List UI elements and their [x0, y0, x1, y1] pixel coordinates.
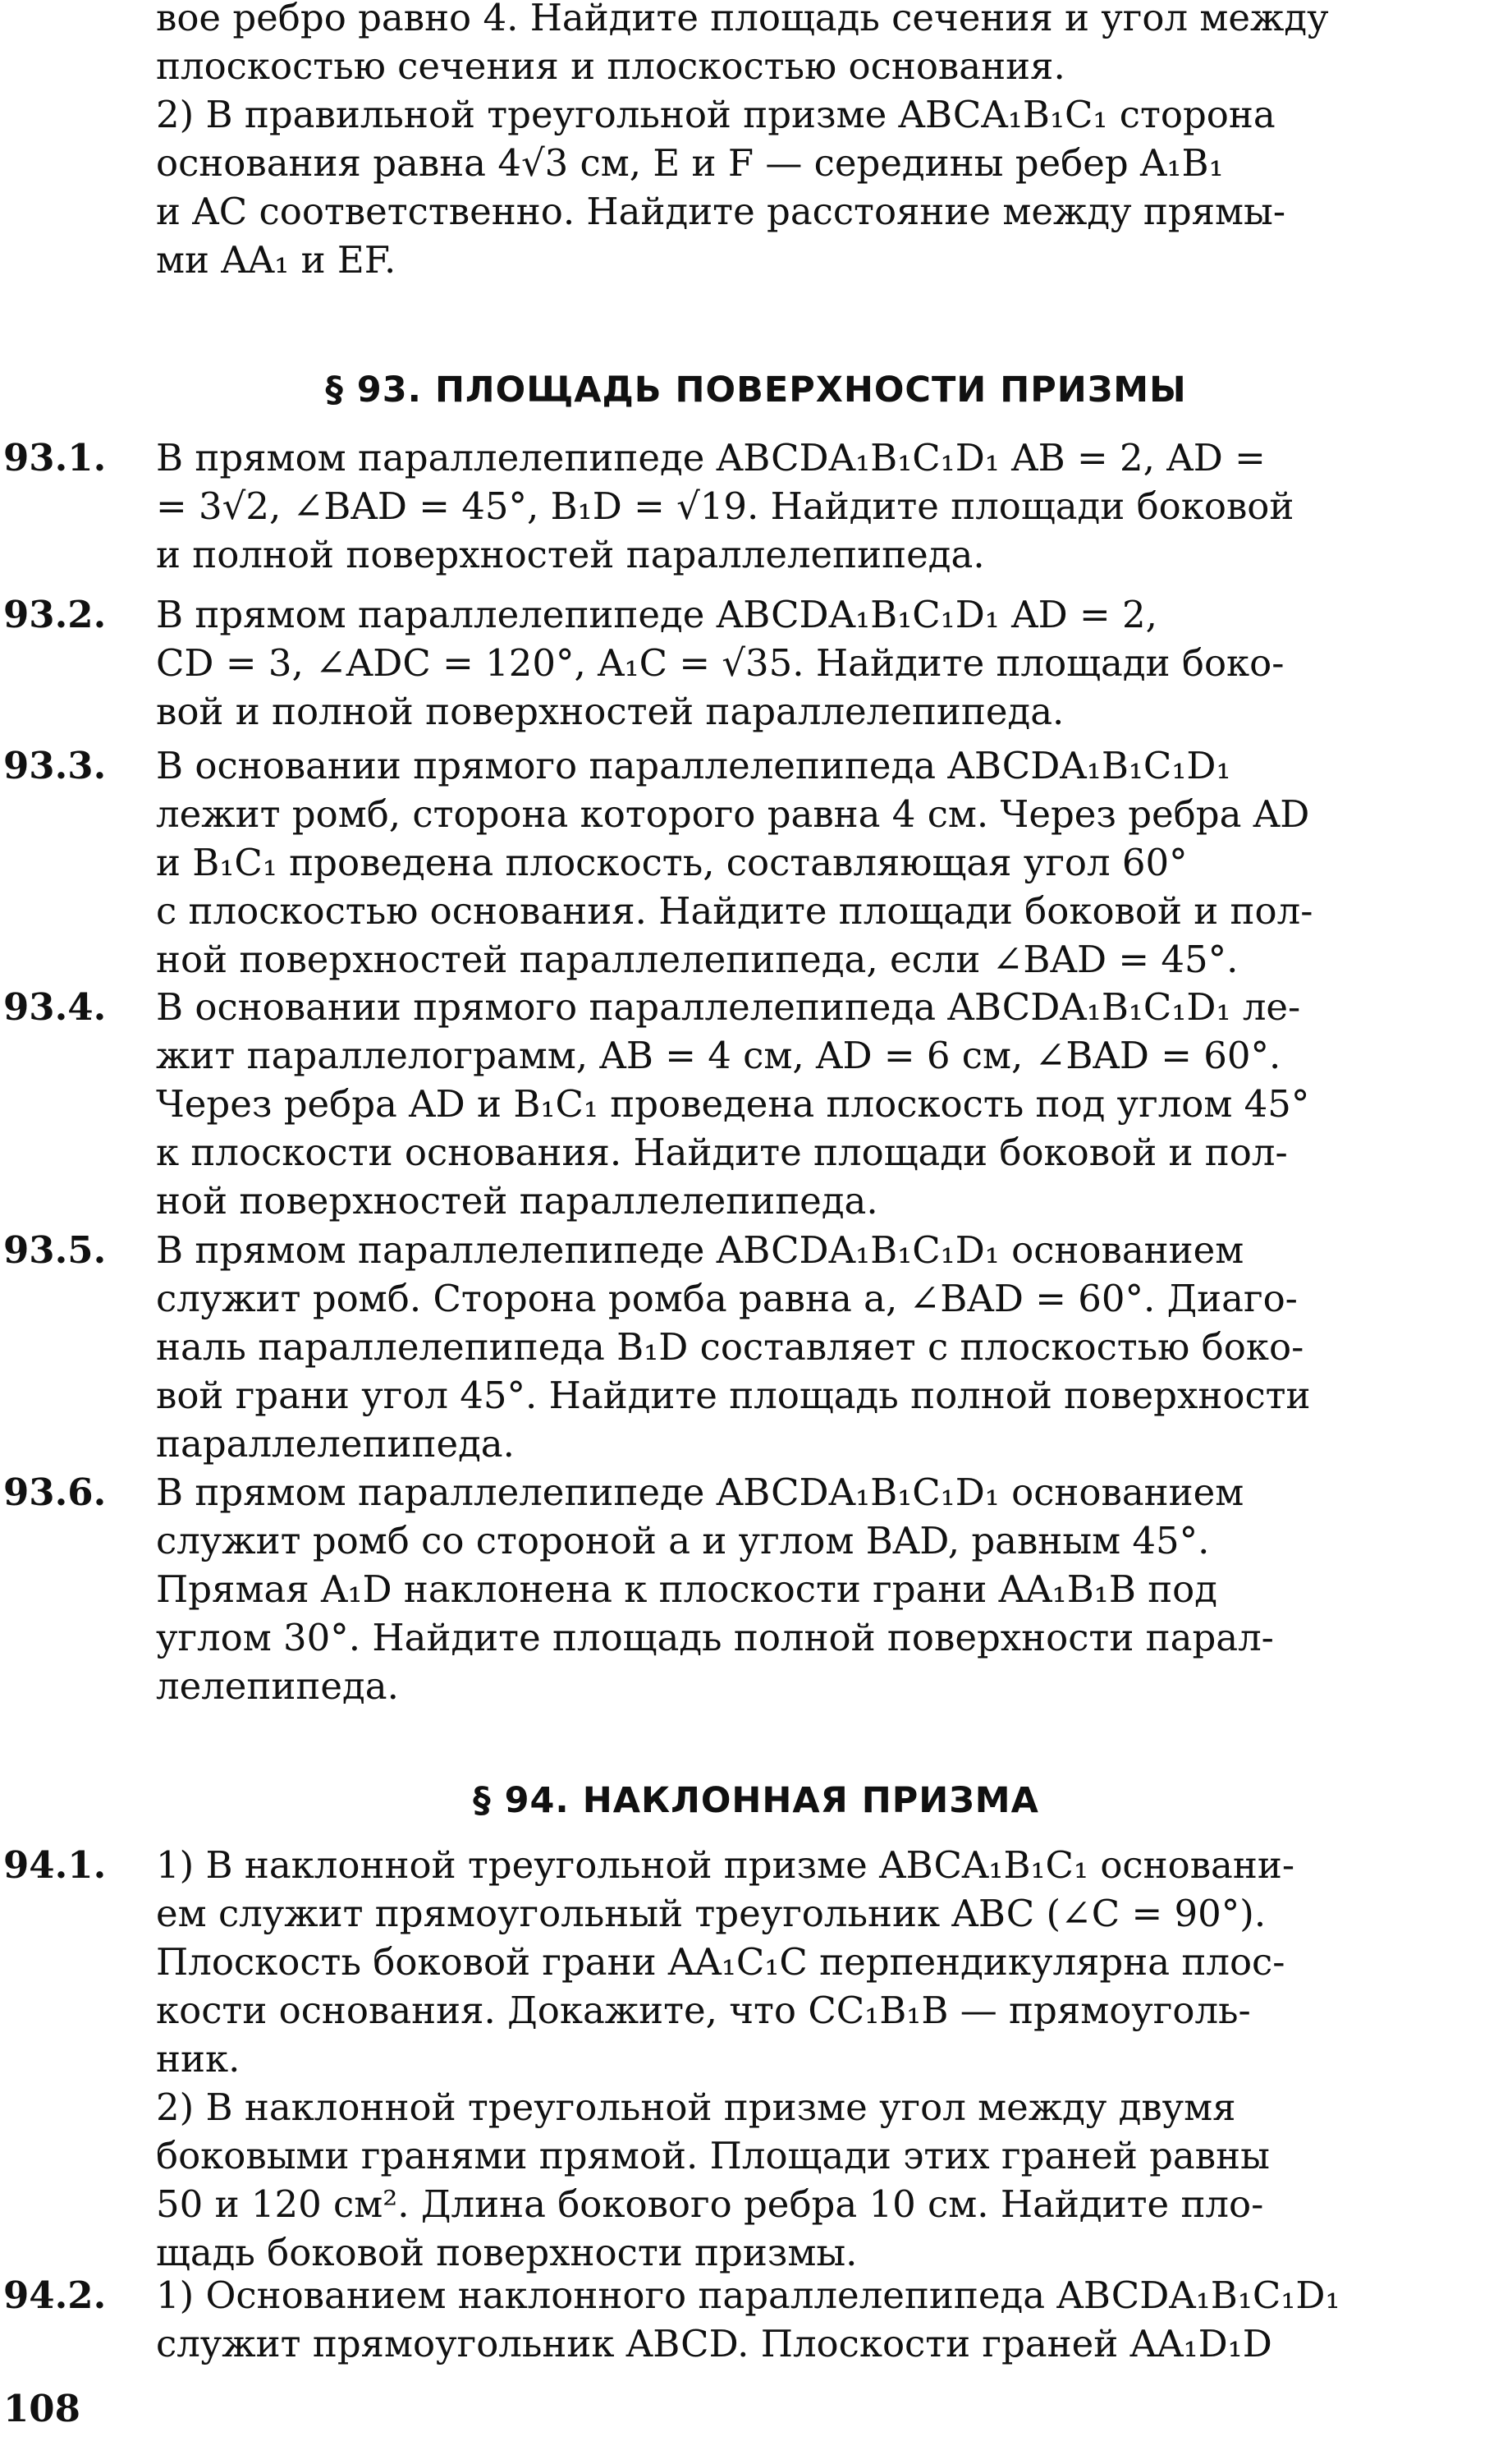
problem-93-5 [0, 1226, 1512, 1468]
text-line: щадь боковой поверхности призмы. [156, 2231, 858, 2274]
text-line: Плоскость боковой грани AA₁C₁C перпендикулярна плос- [156, 1940, 1285, 1984]
text-line: Через ребра AD и B₁C₁ проведена плоскость под углом 45° [156, 1082, 1310, 1126]
text-line: наль параллелепипеда B₁D составляет с плоскостью боко- [156, 1325, 1304, 1369]
text-line: лелепипеда. [156, 1664, 399, 1708]
text-line: В прямом параллелепипеде ABCDA₁B₁C₁D₁ основанием [156, 1471, 1244, 1514]
text-line: 1) Основанием наклонного параллелепипеда ABCDA₁B₁C₁D₁ [156, 2274, 1340, 2317]
problem-number: 93.5. [3, 1228, 107, 1272]
text-line: служит ромб со стороной a и углом BAD, равным 45°. [156, 1519, 1210, 1562]
text-line: В основании прямого параллелепипеда ABCDA₁B₁C₁D₁ [156, 744, 1231, 787]
problem-93-4 [0, 983, 1512, 1225]
text-line: Прямая A₁D наклонена к плоскости грани AA₁B₁B под [156, 1567, 1217, 1611]
text-line: = 3√2, ∠BAD = 45°, B₁D = √19. Найдите площади боковой [156, 484, 1294, 528]
text-line: и B₁C₁ проведена плоскость, составляющая угол 60° [156, 841, 1188, 884]
section-94-heading: § 94. НАКЛОННАЯ ПРИЗМА [473, 1780, 1039, 1821]
text-line: параллелепипеда. [156, 1422, 515, 1466]
text-line: В основании прямого параллелепипеда ABCDA₁B₁C₁D₁ ле- [156, 985, 1301, 1029]
text-line: вой и полной поверхностей параллелепипеда. [156, 690, 1065, 733]
problem-93-2 [0, 590, 1512, 736]
text-line: основания равна 4√3 см, E и F — середины ребер A₁B₁ [156, 141, 1224, 185]
text-line: углом 30°. Найдите площадь полной поверхности парал- [156, 1616, 1274, 1659]
text-line: 1) В наклонной треугольной призме ABCA₁B₁C₁ основани- [156, 1843, 1295, 1887]
page-number: 108 [3, 2387, 80, 2430]
text-line: 2) В правильной треугольной призме ABCA₁B₁C₁ сторона [156, 93, 1276, 136]
text-line: CD = 3, ∠ADC = 120°, A₁C = √35. Найдите площади боко- [156, 641, 1285, 685]
text-line: В прямом параллелепипеде ABCDA₁B₁C₁D₁ основанием [156, 1228, 1244, 1272]
text-line: служит прямоугольник ABCD. Плоскости граней AA₁D₁D [156, 2322, 1272, 2365]
problem-93-1 [0, 434, 1512, 579]
problem-94-2 [0, 2271, 1512, 2368]
problem-number: 93.6. [3, 1471, 107, 1514]
problem-number: 93.1. [3, 436, 107, 479]
text-line: 2) В наклонной треугольной призме угол между двумя [156, 2085, 1236, 2129]
text-line: ем служит прямоугольный треугольник ABC (∠C = 90°). [156, 1892, 1267, 1935]
text-line: лежит ромб, сторона которого равна 4 см. Через ребра AD [156, 792, 1310, 836]
problem-94-1 [0, 1841, 1512, 2277]
text-line: ной поверхностей параллелепипеда, если ∠BAD = 45°. [156, 938, 1239, 981]
text-line: жит параллелограмм, AB = 4 см, AD = 6 см, ∠BAD = 60°. [156, 1034, 1281, 1077]
text-line: кости основания. Докажите, что CC₁B₁B — прямоуголь- [156, 1989, 1251, 2032]
problem-number: 94.2. [3, 2274, 107, 2317]
problem-93-6 [0, 1468, 1512, 1710]
text-line: ник. [156, 2037, 241, 2081]
continuation-text [0, 0, 1512, 284]
problem-number: 94.1. [3, 1843, 107, 1887]
text-line: 50 и 120 см². Длина бокового ребра 10 см. Найдите пло- [156, 2182, 1264, 2226]
text-line: и AC соответственно. Найдите расстояние между прямы- [156, 190, 1286, 233]
text-line: плоскостью сечения и плоскостью основания. [156, 44, 1065, 88]
text-line: боковыми гранями прямой. Площади этих граней равны [156, 2134, 1270, 2177]
problem-number: 93.3. [3, 744, 107, 787]
text-line: вой грани угол 45°. Найдите площадь полной поверхности [156, 1374, 1311, 1417]
text-line: служит ромб. Сторона ромба равна a, ∠BAD = 60°. Диаго- [156, 1277, 1298, 1320]
problem-number: 93.2. [3, 593, 107, 636]
text-line: к плоскости основания. Найдите площади боковой и пол- [156, 1131, 1288, 1174]
text-line: ной поверхностей параллелепипеда. [156, 1179, 878, 1223]
section-93-heading: § 93. ПЛОЩАДЬ ПОВЕРХНОСТИ ПРИЗМЫ [325, 369, 1187, 411]
text-line: с плоскостью основания. Найдите площади боковой и пол- [156, 889, 1313, 933]
text-line: В прямом параллелепипеде ABCDA₁B₁C₁D₁ AB = 2, AD = [156, 436, 1266, 479]
text-line: ми AA₁ и EF. [156, 238, 396, 282]
problem-number: 93.4. [3, 985, 107, 1029]
text-line: вое ребро равно 4. Найдите площадь сечения и угол между [156, 0, 1329, 39]
text-line: и полной поверхностей параллелепипеда. [156, 533, 985, 576]
text-line: В прямом параллелепипеде ABCDA₁B₁C₁D₁ AD = 2, [156, 593, 1157, 636]
problem-93-3 [0, 741, 1512, 984]
